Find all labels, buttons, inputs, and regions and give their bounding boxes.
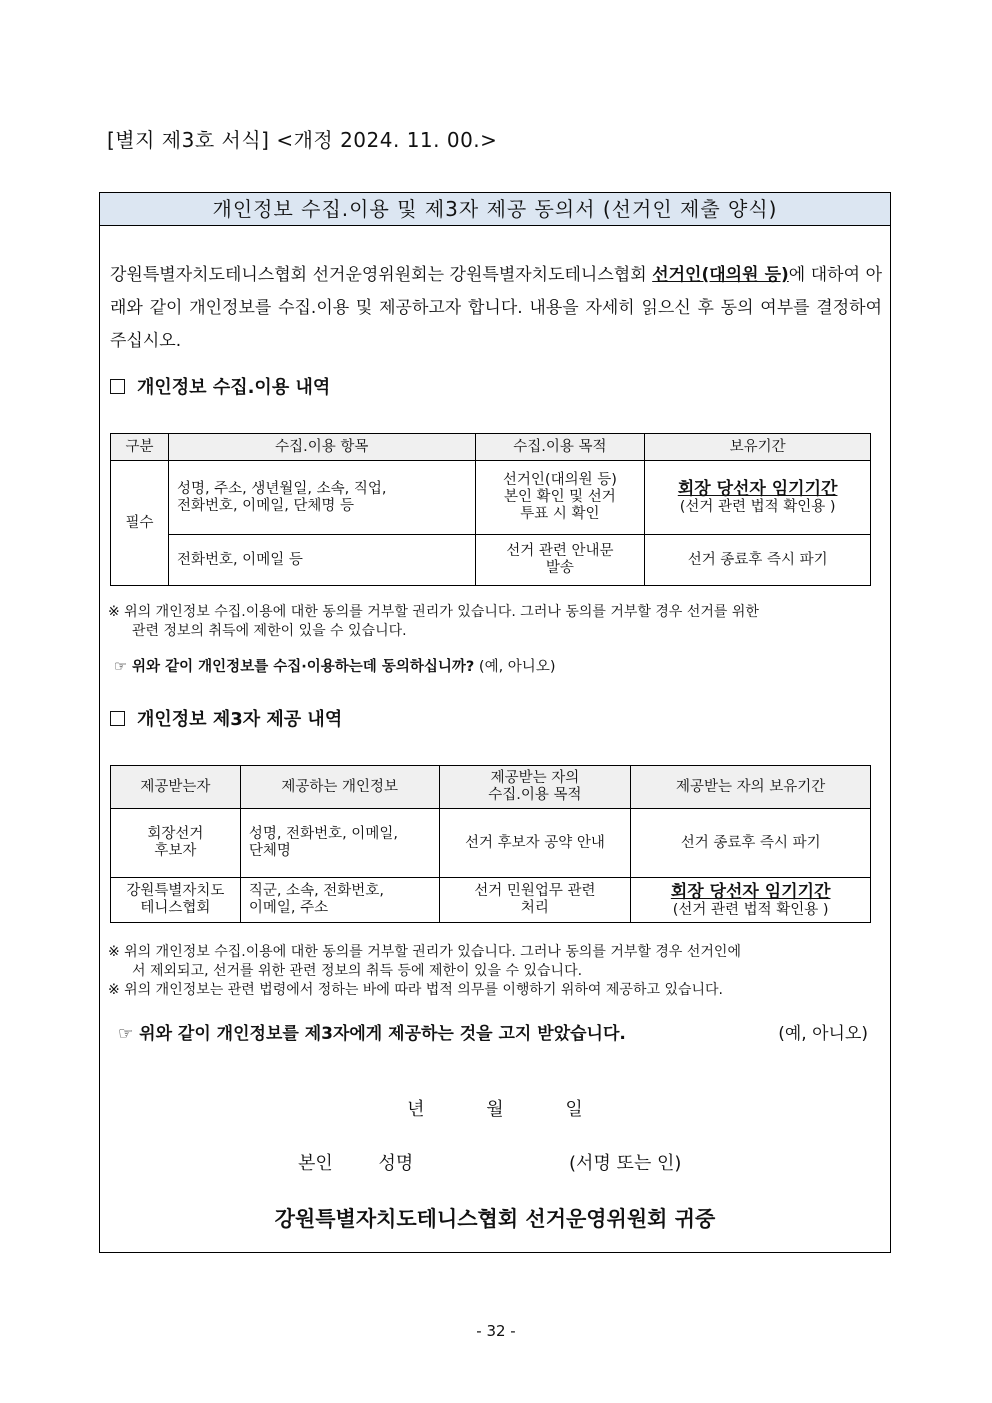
consent-form [99,192,891,1253]
info-cell: 직군, 소속, 전화번호, 이메일, 주소 [240,878,439,923]
retention-main: 회장 당선자 임기기간 [670,881,831,902]
form-title: 개인정보 수집.이용 및 제3자 제공 동의서 (선거인 제출 양식) [100,193,890,226]
third-party-table [110,765,871,923]
intro-text-2: 에 대하여 아래와 같이 개인정보를 수집.이용 및 제공하고자 합니다. 내용을 자세히 읽으신 후 동의 여부를 결정하여 주십시오. [110,265,882,351]
purpose-cell: 선거 후보자 공약 안내 [439,809,631,878]
date-line [100,1095,890,1121]
table-row [111,535,871,586]
col-header-retention: 제공받는 자의 보유기간 [631,766,871,809]
collection-table [110,433,871,586]
col-header-info: 제공하는 개인정보 [240,766,439,809]
notice-line: ※ 위의 개인정보 수집.이용에 대한 동의를 거부할 권리가 있습니다. 그러나 동의를 거부할 경우 선거인에 [108,944,741,960]
section1-question [114,655,555,676]
notice-line: ※ 위의 개인정보는 관련 법령에서 정하는 바에 따라 법적 의무를 이행하기 위하여 제공하고 있습니다. [108,982,723,998]
retention-cell: 선거 종료후 즉시 파기 [631,809,871,878]
purpose-cell: 선거인(대의원 등) 본인 확인 및 선거 투표 시 확인 [475,461,645,535]
notice-line: 관련 정보의 취득에 제한이 있을 수 있습니다. [132,623,407,639]
question-text: ☞ 위와 같이 개인정보를 수집·이용하는데 동의하십니까? [114,659,475,675]
section1-heading [110,373,330,399]
col-header-purpose: 수집.이용 목적 [475,434,645,461]
sign-hint: (서명 또는 인) [569,1153,682,1174]
intro-emphasis: 선거인(대의원 등) [652,265,789,285]
intro-paragraph [110,259,882,358]
section2-question [118,1019,868,1044]
col-header-category: 구분 [111,434,169,461]
checkbox-square-icon [110,379,125,394]
date-year: 년 [407,1099,425,1120]
section1-notice [108,603,882,641]
purpose-cell: 선거 민원업무 관련 처리 [439,878,631,923]
recipient-cell: 강원특별자치도 테니스협회 [111,878,241,923]
page-number: - 32 - [476,1322,516,1340]
table-row [111,878,871,923]
intro-text-1: 강원특별자치도테니스협회 선거운영위원회는 강원특별자치도테니스협회 [110,265,653,285]
retention-cell [631,878,871,923]
retention-sub: (선거 관련 법적 확인용 ) [679,499,836,515]
notice-line: 서 제외되고, 선거를 위한 관련 정보의 취득 등에 제한이 있을 수 있습니다. [132,963,583,979]
col-header-retention: 보유기간 [645,434,871,461]
purpose-cell: 선거 관련 안내문 발송 [475,535,645,586]
addressee: 강원특별자치도테니스협회 선거운영위원회 귀중 [274,1207,716,1231]
section2-notice [108,943,882,1000]
signature-label: 본인 [298,1153,333,1174]
checkbox-square-icon [110,711,125,726]
table-row [111,461,871,535]
retention-main: 회장 당선자 임기기간 [677,479,838,499]
retention-sub: (선거 관련 법적 확인용 ) [672,901,829,918]
items-cell: 성명, 주소, 생년월일, 소속, 직업, 전화번호, 이메일, 단체명 등 [168,461,475,535]
section2-heading-text: 개인정보 제3자 제공 내역 [137,709,343,730]
recipient-cell: 회장선거 후보자 [111,809,241,878]
section2-heading [110,705,342,731]
items-cell: 전화번호, 이메일 등 [168,535,475,586]
form-label: [별지 제3호 서식] <개정 2024. 11. 00.> [107,128,498,152]
info-cell: 성명, 전화번호, 이메일, 단체명 [240,809,439,878]
signature-line [298,1149,681,1175]
col-header-items: 수집.이용 항목 [168,434,475,461]
consent-options[interactable]: (예, 아니오) [778,1024,868,1044]
notice-line: ※ 위의 개인정보 수집.이용에 대한 동의를 거부할 권리가 있습니다. 그러나 동의를 거부할 경우 선거를 위한 [108,604,759,620]
section1-heading-text: 개인정보 수집.이용 내역 [137,377,331,398]
question-text: ☞ 위와 같이 개인정보를 제3자에게 제공하는 것을 고지 받았습니다. [118,1024,626,1044]
table-row [111,809,871,878]
consent-options[interactable]: (예, 아니오) [478,659,556,675]
col-header-recipient: 제공받는자 [111,766,241,809]
date-day: 일 [565,1099,583,1120]
retention-cell [645,461,871,535]
category-cell: 필수 [111,461,169,586]
name-label: 성명 [378,1153,414,1174]
col-header-purpose: 제공받는 자의 수집.이용 목적 [439,766,631,809]
retention-cell: 선거 종료후 즉시 파기 [645,535,871,586]
date-month: 월 [486,1099,504,1120]
